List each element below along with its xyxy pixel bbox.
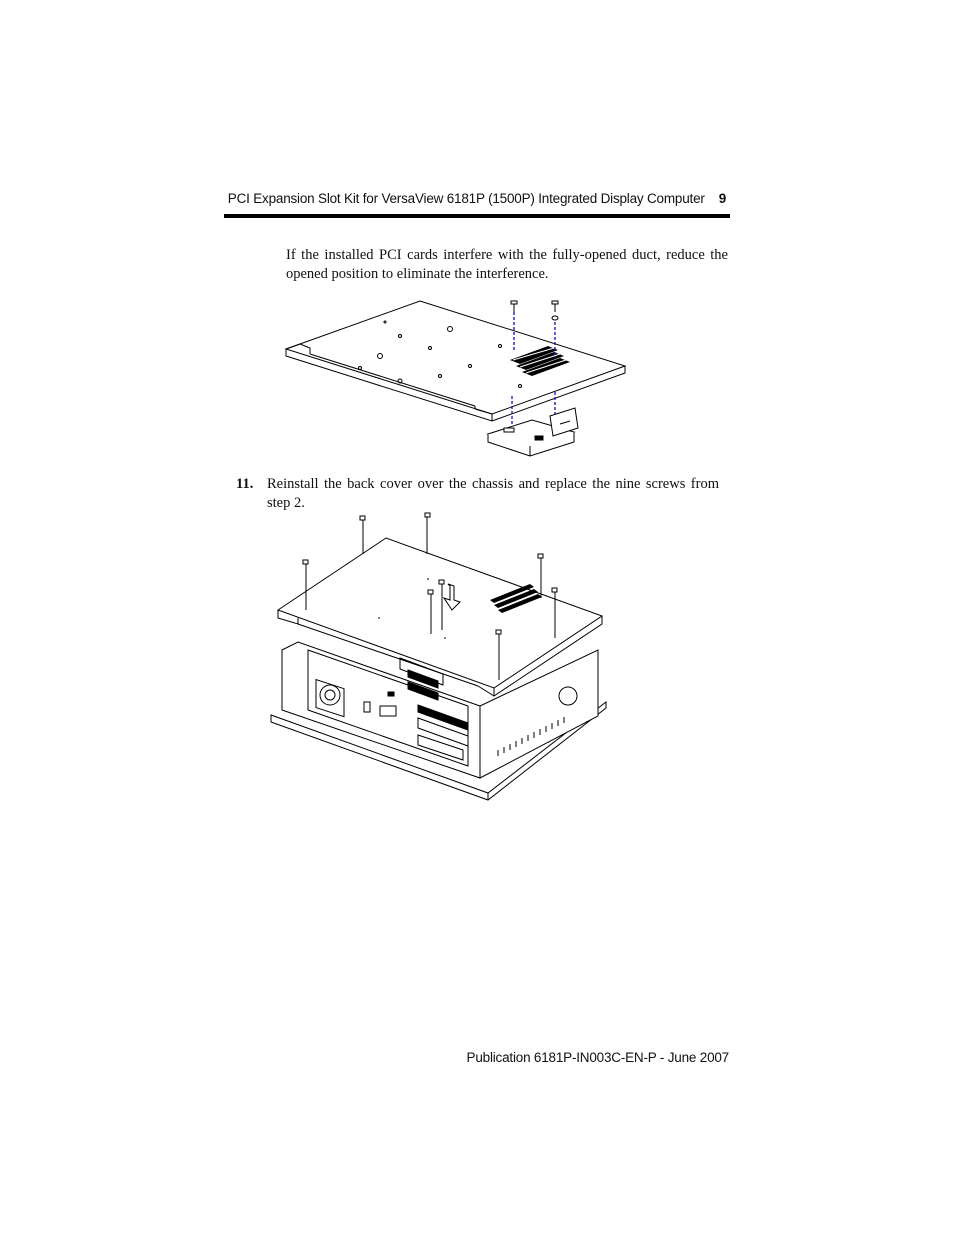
duct-plate-illustration — [280, 296, 632, 460]
page-number: 9 — [718, 191, 726, 206]
instruction-paragraph: If the installed PCI cards interfere with the fully-opened duct, reduce the opened position to eliminate the interference. — [286, 247, 728, 282]
header-title: PCI Expansion Slot Kit for VersaView 6181P (1500P) Integrated Display Computer — [227, 191, 705, 206]
step-number: 11. — [236, 476, 254, 492]
publication-footer: Publication 6181P-IN003C-EN-P - June 2007 — [466, 1050, 729, 1065]
header-rule — [224, 214, 730, 218]
back-cover-illustration — [268, 510, 608, 805]
running-header — [226, 191, 726, 206]
step-text: Reinstall the back cover over the chassis and replace the nine screws from step 2. — [267, 476, 719, 511]
